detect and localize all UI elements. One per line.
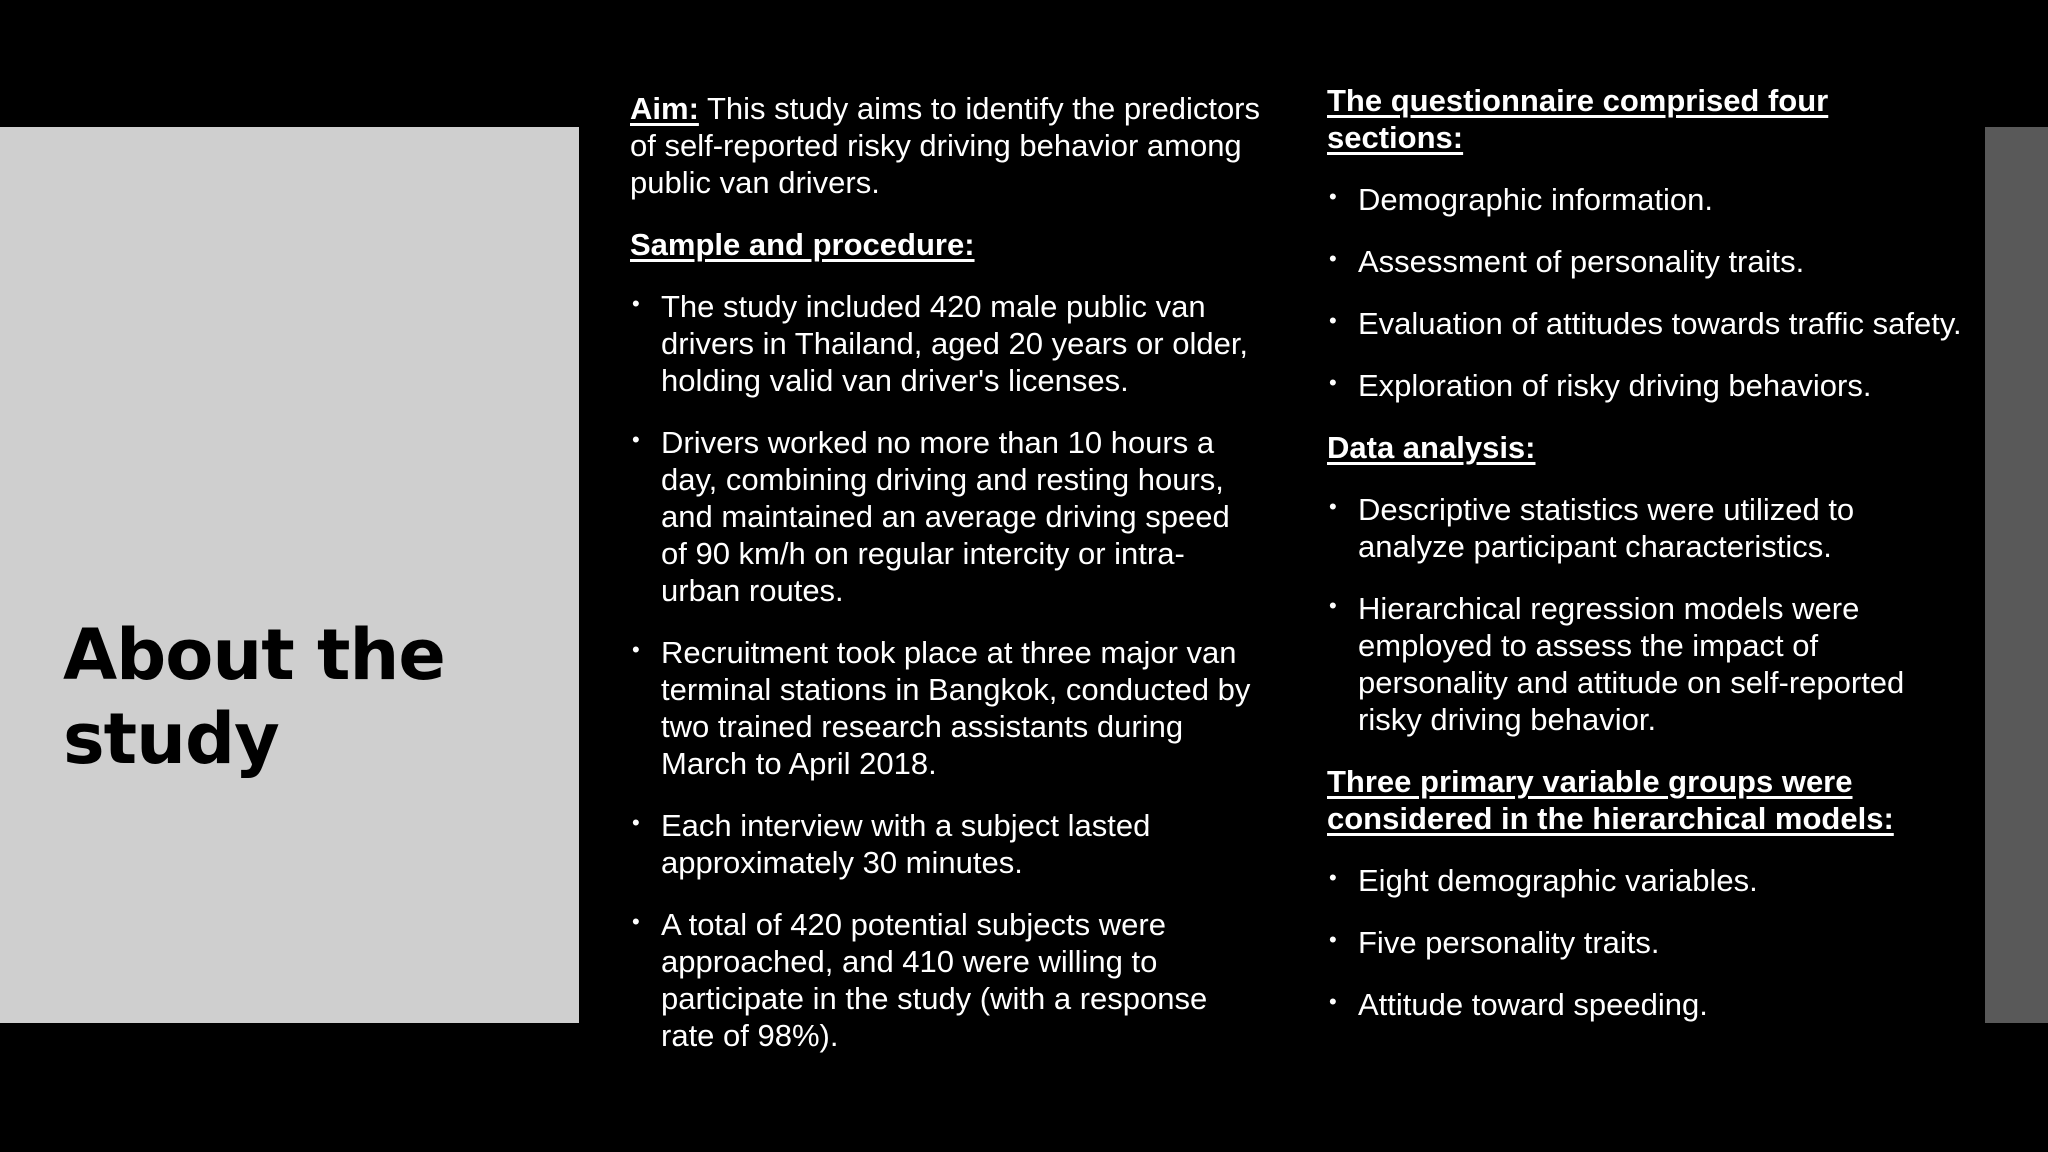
- list-item: • Hierarchical regression models were employed to assess the impact of personality and attitude on self-reported risky driving behavior.: [1327, 590, 1967, 738]
- questionnaire-list: [1327, 181, 1967, 404]
- list-item: • Descriptive statistics were utilized to analyze participant characteristics.: [1327, 491, 1967, 565]
- list-item: • Assessment of personality traits.: [1327, 243, 1967, 280]
- list-item: • Drivers worked no more than 10 hours a day, combining driving and resting hours, and maintained an average driving speed of 90 km/h on regular intercity or intra-urban routes.: [630, 424, 1260, 609]
- sample-list: [630, 288, 1260, 1054]
- middle-column: [630, 90, 1260, 1079]
- list-item: • Evaluation of attitudes towards traffic safety.: [1327, 305, 1967, 342]
- right-column: [1327, 82, 1967, 1048]
- list-item: • Recruitment took place at three major van terminal stations in Bangkok, conducted by two trained research assistants during March to April 2018.: [630, 634, 1260, 782]
- aim-paragraph: [630, 90, 1260, 201]
- analysis-heading: Data analysis:: [1327, 430, 1536, 465]
- list-item: • Eight demographic variables.: [1327, 862, 1967, 899]
- aim-text: This study aims to identify the predictors of self-reported risky driving behavior among public van drivers.: [630, 91, 1261, 200]
- list-item: • Each interview with a subject lasted approximately 30 minutes.: [630, 807, 1260, 881]
- title-panel: [0, 127, 579, 1023]
- list-item: • The study included 420 male public van drivers in Thailand, aged 20 years or older, holding valid van driver's licenses.: [630, 288, 1260, 399]
- variables-heading: Three primary variable groups were considered in the hierarchical models:: [1327, 764, 1894, 836]
- variables-list: [1327, 862, 1967, 1023]
- list-item: • Exploration of risky driving behaviors.: [1327, 367, 1967, 404]
- list-item: • Five personality traits.: [1327, 924, 1967, 961]
- aim-label: Aim:: [630, 91, 699, 126]
- list-item: • Attitude toward speeding.: [1327, 986, 1967, 1023]
- slide-title: About the study: [63, 614, 445, 780]
- analysis-list: [1327, 491, 1967, 738]
- list-item: • Demographic information.: [1327, 181, 1967, 218]
- list-item: • A total of 420 potential subjects were approached, and 410 were willing to participate in the study (with a response rate of 98%).: [630, 906, 1260, 1054]
- sample-heading: Sample and procedure:: [630, 227, 975, 262]
- decorative-strip: [1985, 127, 2048, 1023]
- questionnaire-heading: The questionnaire comprised four sections:: [1327, 83, 1829, 155]
